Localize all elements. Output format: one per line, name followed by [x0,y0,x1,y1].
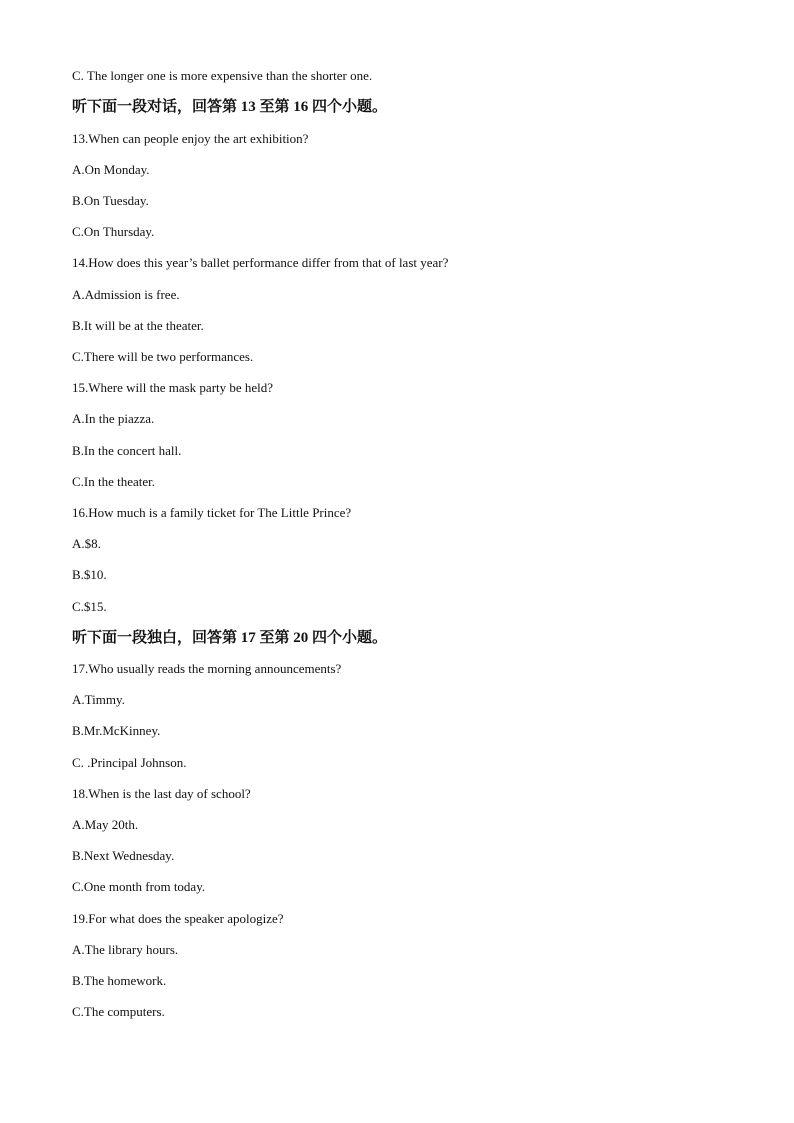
question-line: 13.When can people enjoy the art exhibition? [72,131,309,146]
option-line: C. .Principal Johnson. [72,755,187,770]
option-line: A.On Monday. [72,162,150,177]
question-line: 15.Where will the mask party be held? [72,380,274,395]
option-line: B.$10. [72,567,107,582]
option-line: C.There will be two performances. [72,349,254,364]
question-line: 19.For what does the speaker apologize? [72,911,284,926]
option-line: A.May 20th. [72,817,139,832]
option-line: A.In the piazza. [72,411,155,426]
section-heading: 听下面一段独白，回答第 17 至第 20 四个小题。 [72,630,388,646]
option-line: C.$15. [72,599,107,614]
question-line: 17.Who usually reads the morning announcements? [72,661,342,676]
option-line: C.The computers. [72,1004,165,1019]
question-line: 14.How does this year’s ballet performance differ from that of last year? [72,255,449,270]
question-line: 16.How much is a family ticket for The Little Prince? [72,505,352,520]
option-line: C.On Thursday. [72,224,155,239]
option-line: B.In the concert hall. [72,443,182,458]
option-line: A.The library hours. [72,942,179,957]
option-line: B.On Tuesday. [72,193,149,208]
question-line: 18.When is the last day of school? [72,786,251,801]
option-line: C. The longer one is more expensive than the shorter one. [72,68,373,83]
option-line: B.Mr.McKinney. [72,723,161,738]
option-line: A.Admission is free. [72,287,180,302]
option-line: B.Next Wednesday. [72,848,175,863]
option-line: A.$8. [72,536,101,551]
section-heading: 听下面一段对话，回答第 13 至第 16 四个小题。 [72,99,388,115]
option-line: C.In the theater. [72,474,156,489]
option-line: B.The homework. [72,973,167,988]
option-line: A.Timmy. [72,692,125,707]
option-line: C.One month from today. [72,879,206,894]
option-line: B.It will be at the theater. [72,318,204,333]
